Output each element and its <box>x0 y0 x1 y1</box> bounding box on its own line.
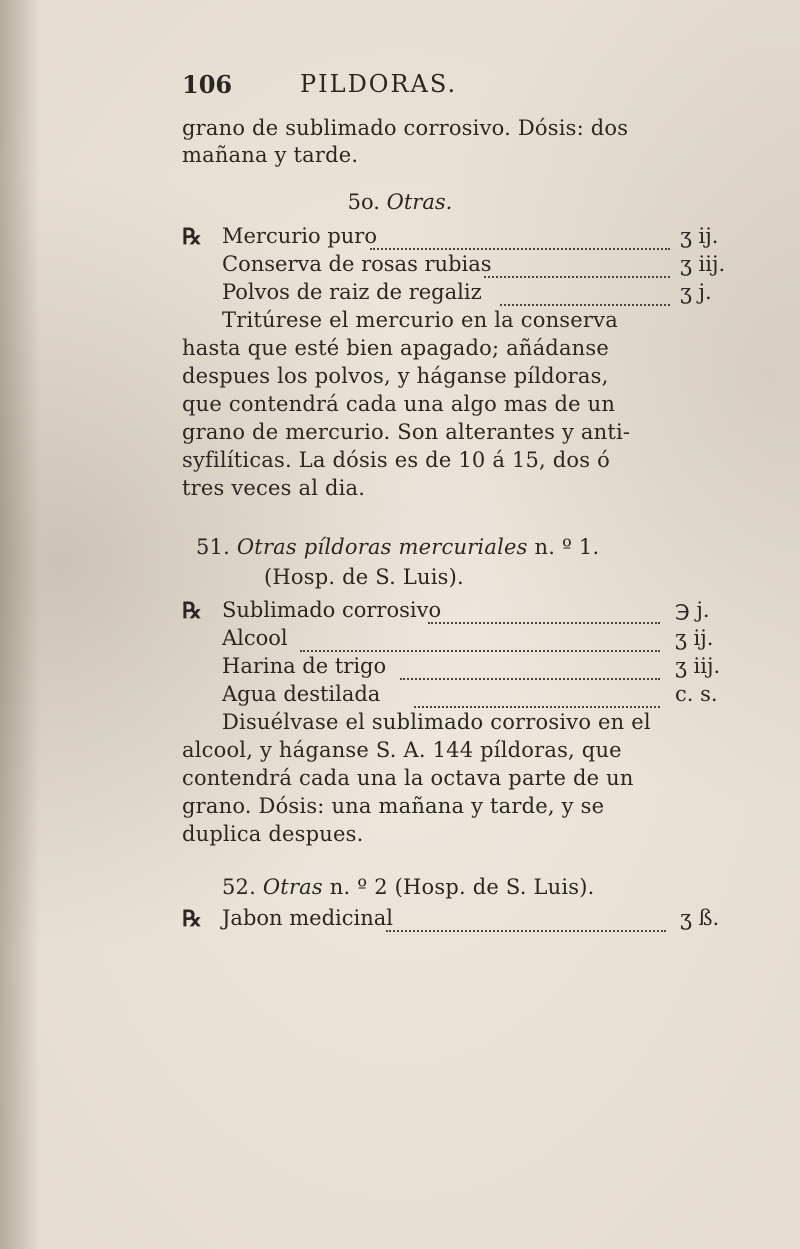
ingredient-qty: ℈ j. <box>675 598 710 622</box>
leader-dots <box>484 274 670 278</box>
recipe-51-title: Otras píldoras mercuriales <box>236 535 528 559</box>
leader-dots <box>370 246 670 250</box>
ingredient-name: Agua destilada <box>222 682 381 706</box>
ingredient-qty: ʒ iij. <box>680 252 726 276</box>
rx-symbol-icon: ℞ <box>182 906 202 932</box>
instruction-line: syfilíticas. La dósis es de 10 á 15, dos ó <box>182 448 610 472</box>
ingredient-name: Alcool <box>222 626 288 650</box>
ingredient-name: Mercurio puro <box>222 224 377 248</box>
instruction-line: duplica despues. <box>182 822 364 846</box>
recipe-52-heading <box>222 875 595 899</box>
instruction-line: que contendrá cada una algo mas de un <box>182 392 616 416</box>
recipe-51-number: 51. <box>196 535 230 559</box>
intro-line-1: grano de sublimado corrosivo. Dósis: dos <box>182 116 629 140</box>
instruction-line: Tritúrese el mercurio en la conserva <box>222 308 618 332</box>
instruction-line: despues los polvos, y háganse píldoras, <box>182 364 609 388</box>
ingredient-qty: ʒ ij. <box>680 224 719 248</box>
leader-dots <box>400 676 660 680</box>
ingredient-qty: ʒ j. <box>680 280 712 304</box>
instruction-line: grano. Dósis: una mañana y tarde, y se <box>182 794 605 818</box>
recipe-50-number: 5o. <box>347 190 380 214</box>
ingredient-name: Harina de trigo <box>222 654 387 678</box>
recipe-51-heading <box>196 535 599 559</box>
leader-dots <box>428 620 660 624</box>
ingredient-name: Sublimado corrosivo <box>222 598 442 622</box>
recipe-52-number: 52. <box>222 875 256 899</box>
recipe-51-source: (Hosp. de S. Luis). <box>264 565 464 589</box>
recipe-52-title: Otras <box>262 875 323 899</box>
recipe-50-title: Otras. <box>386 190 453 214</box>
instruction-line: alcool, y háganse S. A. 144 píldoras, que <box>182 738 622 762</box>
instruction-line: hasta que esté bien apagado; añádanse <box>182 336 609 360</box>
instruction-line: contendrá cada una la octava parte de un <box>182 766 634 790</box>
page-gutter-shadow <box>0 0 40 1249</box>
rx-symbol-icon: ℞ <box>182 224 202 250</box>
recipe-50-heading <box>0 190 800 214</box>
ingredient-qty: ʒ ij. <box>675 626 714 650</box>
recipe-51-suffix: n. º 1. <box>534 535 600 559</box>
leader-dots <box>500 302 670 306</box>
ingredient-name: Conserva de rosas rubias <box>222 252 492 276</box>
ingredient-name: Polvos de raiz de regaliz <box>222 280 482 304</box>
ingredient-qty: c. s. <box>675 682 718 706</box>
ingredient-qty: ʒ ß. <box>680 906 720 930</box>
recipe-52-rest: n. º 2 (Hosp. de S. Luis). <box>329 875 595 899</box>
page-number: 106 <box>182 70 233 99</box>
leader-dots <box>300 648 660 652</box>
leader-dots <box>414 704 660 708</box>
ingredient-qty: ʒ iij. <box>675 654 721 678</box>
ingredient-name: Jabon medicinal <box>222 906 393 930</box>
instruction-line: Disuélvase el sublimado corrosivo en el <box>222 710 651 734</box>
instruction-line: grano de mercurio. Son alterantes y anti- <box>182 420 631 444</box>
intro-line-2: mañana y tarde. <box>182 143 359 167</box>
rx-symbol-icon: ℞ <box>182 598 202 624</box>
running-title: PILDORAS. <box>300 70 458 98</box>
leader-dots <box>386 928 666 932</box>
instruction-line: tres veces al dia. <box>182 476 366 500</box>
